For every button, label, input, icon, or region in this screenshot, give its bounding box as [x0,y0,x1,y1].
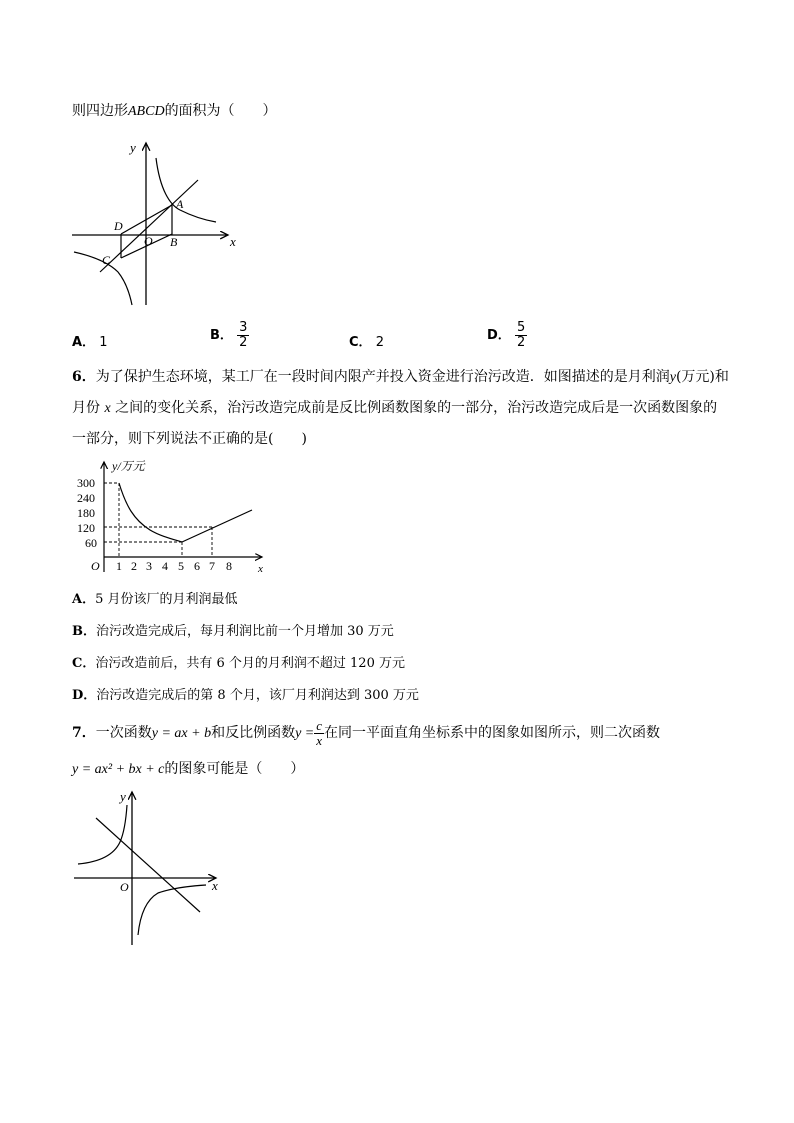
q5-label-O: O [144,234,153,248]
q6-xtick-6: 6 [194,559,200,573]
q6-option-d: D．治污改造完成后的第 8 个月，该厂月利润达到 300 万元 [72,688,419,703]
q6-xtick-5: 5 [178,559,184,573]
q5-option-d-fraction: $\frac{5}{2}$ [516,320,526,350]
q5-option-b-fraction: $\frac{3}{2}$ [239,320,248,350]
q6-xlabel: x [258,563,263,575]
q6-ytick-180: 180 [77,506,95,520]
q5-option-a: A． 1 [72,335,108,350]
q6-option-b: B．治污改造完成后，每月利润比前一个月增加 30 万元 [72,624,394,639]
q5-label-A: A [176,197,184,211]
q6-option-c: C．治污改造前后，共有 6 个月的月利润不超过 120 万元 [72,656,405,671]
q6-ylabel: y/万元 [112,459,145,473]
q7-label-y: y [120,789,126,804]
q7-hyperbola-q2 [78,805,127,864]
q6-xtick-7: 7 [209,559,215,573]
q6-xtick-2: 2 [131,559,137,573]
q6-stem-line1: 6．为了保护生态环境，某工厂在一段时间内限产并投入资金进行治污改造．如图描述的是月利润y(万元)和 [72,369,729,385]
q7-hyperbola-q4 [138,885,206,935]
q5-option-c: C． 2 [349,335,384,350]
q6-option-a: A．5 月份该厂的月利润最低 [72,592,238,607]
q5-stem: 则四边形ABCD的面积为（ ） [72,103,277,119]
q5-option-b: B． $\frac{3}{2}$ [210,320,248,350]
q6-ytick-60: 60 [85,536,97,550]
q6-xtick-8: 8 [226,559,232,573]
q5-label-x: x [230,234,236,249]
q7-formula-linear: y = ax + b [151,726,212,741]
q6-ytick-300: 300 [77,476,95,490]
q6-ytick-240: 240 [77,491,95,505]
q7-stem-line1: 7．一次函数y = ax + b和反比例函数y = $\frac{c}{x}$ 在同一平面直角坐标系中的图象如图所示，则二次函数 [72,717,661,748]
q6-xtick-3: 3 [146,559,152,573]
q6-stem-line2: 月份 x 之间的变化关系，治污改造完成前是反比例函数图象的一部分，治污改造完成后是一次函数图象的 [72,400,718,416]
q7-label-O: O [120,880,129,894]
q7-label-x: x [212,878,218,893]
q6-stem-line3: 一部分，则下列说法不正确的是( ) [72,431,307,447]
q5-label-D: D [114,219,123,233]
q5-label-B: B [170,235,178,249]
q7-linear-line [96,818,200,912]
q6-xtick-4: 4 [162,559,168,573]
q5-label-y: y [130,140,136,155]
q6-ytick-120: 120 [77,521,95,535]
q7-stem-line2: y = ax² + bx + c的图象可能是（ ） [72,761,305,777]
q5-option-d: D． $\frac{5}{2}$ [487,320,526,350]
q5-label-C: C [102,253,111,267]
q7-formula-quadratic: y = ax² + bx + c [72,762,165,777]
q6-xtick-1: 1 [116,559,122,573]
q7-formula-inverse: $\frac{c}{x}$ [316,717,323,748]
q6-origin: O [91,559,100,573]
